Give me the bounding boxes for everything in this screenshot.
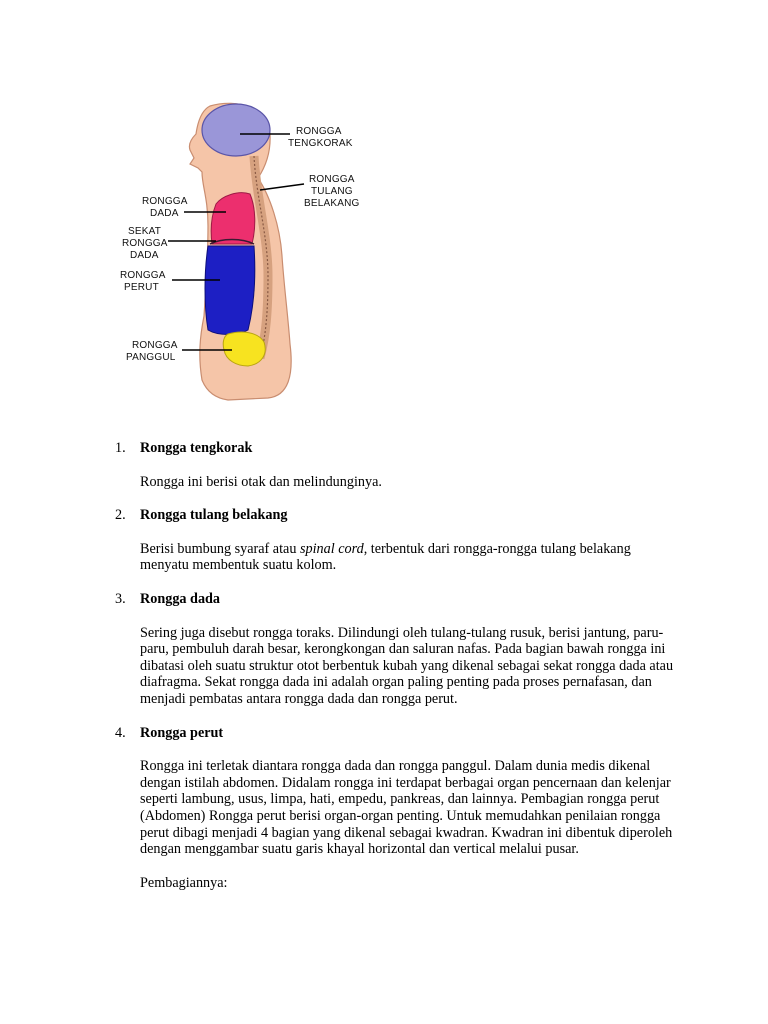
item-body [140,474,680,491]
label-rongga-perut: RONGGA PERUT [120,270,166,293]
paragraph-text: , terbentuk dari rongga-rongga tulang belakang menyatu membentuk suatu kolom. [140,540,631,574]
body-cavities-figure [118,86,368,424]
item-title: Rongga tulang belakang [140,507,288,524]
list-item [115,725,680,858]
item-body [140,541,680,574]
item-title: Rongga perut [140,724,224,741]
item-number: 2. [115,507,126,524]
label-rongga-tengkorak: RONGGA TENGKORAK [288,126,353,149]
list-item [115,440,680,490]
emphasis-term: spinal cord [299,540,364,557]
label-rongga-dada: RONGGA DADA [142,196,188,219]
document-content [115,440,680,891]
label-rongga-panggul: RONGGA PANGGUL [126,340,178,363]
item-number: 1. [115,440,126,456]
abdominal-cavity [205,246,255,335]
cranial-cavity [202,104,270,156]
item-number: 4. [115,724,126,741]
item-heading [115,507,680,524]
item-paragraph: Sering juga disebut rongga toraks. Dilindungi oleh tulang-tulang rusuk, berisi jantung, paru-paru, pembuluh darah besar, kerongkongan dan saluran nafas. Pada bagian bawah rongga ini dibatasi oleh suatu struktur otot berbentuk kubah yang dikenal sebagai sekat rongga dada atau diafragma. Sekat rongga dada ini adalah organ paling penting pada proses pernafasan, dan menjadi pembatas antara rongga dada dan rongga perut. [140,624,674,707]
list-item [115,507,680,574]
item-title: Rongga tengkorak [140,440,253,456]
item-heading [115,591,680,608]
item-body [140,625,680,708]
item-heading [115,440,680,457]
item-paragraph: Rongga ini terletak diantara rongga dada dan rongga panggul. Dalam dunia medis dikenal dengan istilah abdomen. Didalam rongga ini terdapat berbagai organ pencernaan dan kelenjar seperti lambung, usus, limpa, hati, empedu, pankreas, dan lainnya. Pembagian rongga perut (Abdomen) Rongga perut berisi organ-organ penting. Untuk memudahkan penilaian rongga perut dibagi menjadi 4 bagian yang dikenal sebagai kwadran. Kwadran ini dibentuk diperoleh dengan menggambar suatu garis khayal horizontal dan vertical melalui pusar. [140,758,673,858]
paragraph-text: Berisi bumbung syaraf atau [140,540,300,557]
closing-line: Pembagiannya: [140,874,228,891]
item-title: Rongga dada [140,590,221,607]
item-number: 3. [115,590,126,607]
item-heading [115,725,680,742]
item-paragraph [140,541,680,574]
item-paragraph: Rongga ini berisi otak dan melindunginya. [140,473,382,490]
leader-tulang-belakang [260,184,304,190]
label-rongga-tulang-belakang: RONGGA TULANG BELAKANG [304,174,360,209]
label-sekat-rongga-dada: SEKAT RONGGA DADA [122,226,168,261]
list-item [115,591,680,708]
item-body [140,758,680,858]
